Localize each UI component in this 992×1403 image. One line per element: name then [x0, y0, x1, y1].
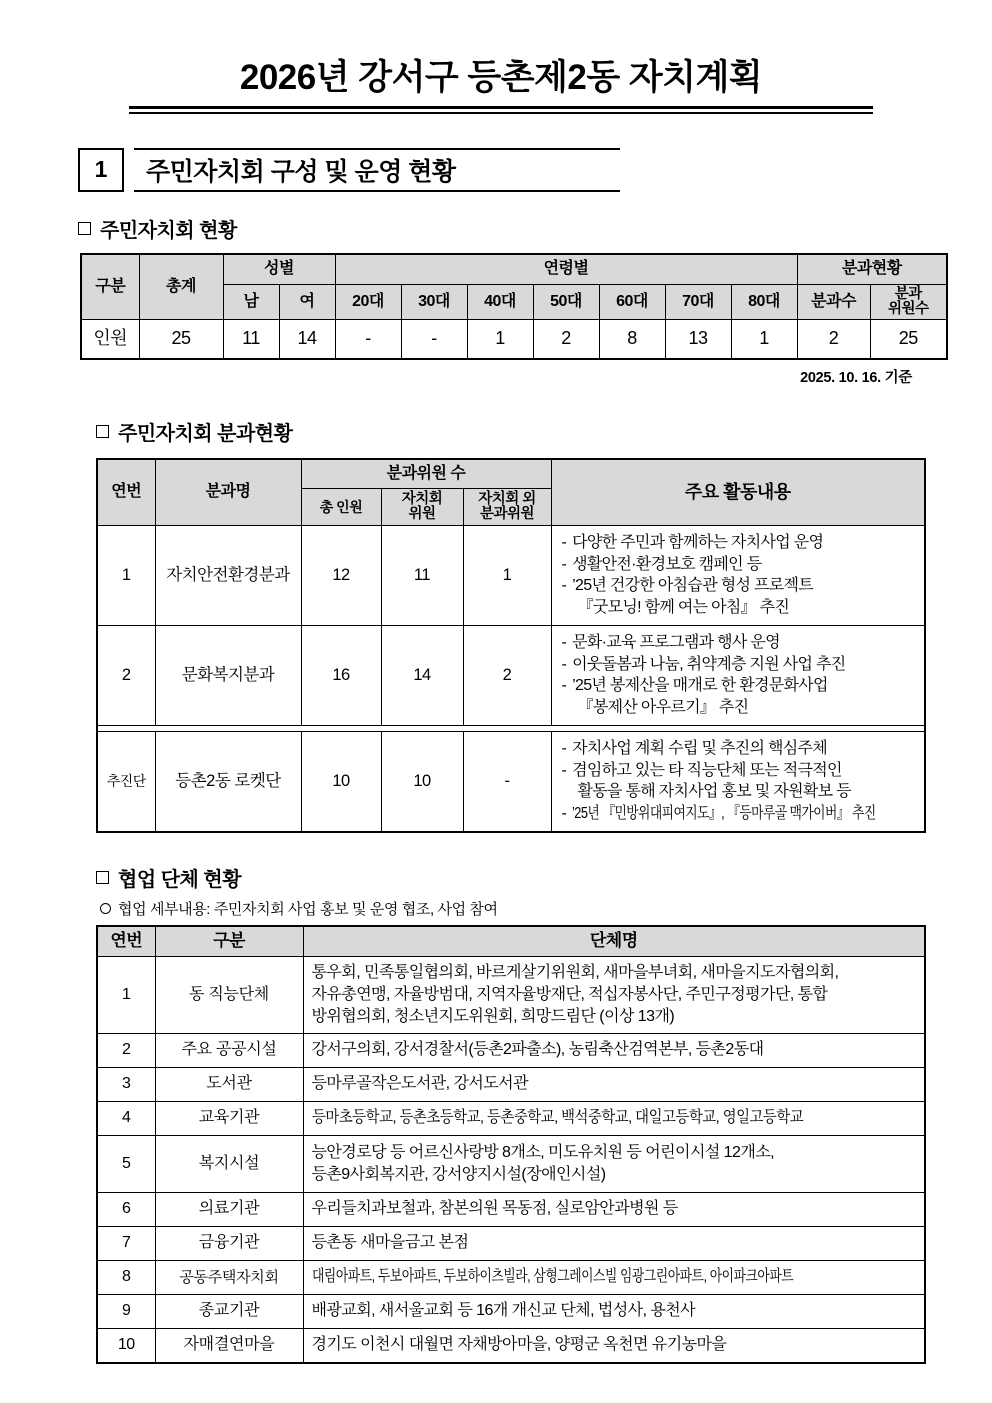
activity-text: 문화·교육 프로그램과 행사 운영	[572, 633, 780, 651]
status-date-note: 2025. 10. 16. 기준	[800, 369, 912, 386]
header-gubun: 구분	[81, 254, 139, 320]
cell-activities	[551, 625, 925, 725]
cell-gubun: 자매결연마을	[155, 1328, 303, 1363]
cell-branch-name: 등촌2동 로켓단	[155, 731, 301, 832]
cell-female: 14	[279, 319, 335, 359]
org-name-line: 배광교회, 새서울교회 등 16개 개신교 단체, 법성사, 용천사	[311, 1302, 696, 1320]
dash-bullet-icon: -	[561, 761, 567, 779]
activity-text: 다양한 주민과 함께하는 자치사업 운영	[572, 533, 824, 551]
dash-bullet-icon: -	[561, 655, 567, 673]
header-total-members: 총 인원	[301, 488, 381, 525]
table-row	[97, 1135, 925, 1192]
cell-org-names	[303, 1033, 925, 1067]
cell-org-names	[303, 1101, 925, 1135]
dash-bullet-icon: -	[561, 577, 567, 595]
cell-total-members: 10	[301, 731, 381, 832]
header-outside-members-line2: 분과위원	[479, 505, 535, 522]
header-outside-members-line1: 자치회 외	[478, 490, 536, 507]
cell-org-names	[303, 956, 925, 1033]
activity-item	[562, 554, 918, 576]
header-branch-members	[870, 284, 947, 319]
cell-age-60: 8	[599, 319, 665, 359]
header-branch-name: 분과명	[155, 459, 301, 526]
cell-gubun: 금융기관	[155, 1226, 303, 1260]
activity-text: 겸임하고 있는 타 직능단체 또는 적극적인	[572, 761, 842, 779]
circle-bullet-icon	[100, 903, 111, 914]
org-name-line: 등마루골작은도서관, 강서도서관	[311, 1075, 528, 1093]
dash-bullet-icon: -	[561, 677, 567, 695]
org-name-line: 통우회, 민족통일협의회, 바르게살기위원회, 새마을부녀회, 새마을지도자협의회,	[311, 964, 839, 982]
header-age-40: 40대	[467, 284, 533, 319]
header-total: 총계	[139, 254, 223, 320]
cell-gubun: 의료기관	[155, 1192, 303, 1226]
cell-gubun: 동 직능단체	[155, 956, 303, 1033]
header-age-20: 20대	[335, 284, 401, 319]
org-name-line: 등촌9사회복지관, 강서양지시설(장애인시설)	[311, 1165, 606, 1183]
table-header-row	[81, 254, 947, 285]
cell-age-50: 2	[533, 319, 599, 359]
cell-org-names	[303, 1192, 925, 1226]
table-row	[97, 1192, 925, 1226]
header-members-group: 분과위원 수	[301, 459, 551, 489]
activity-text: 자치사업 계획 수립 및 추진의 핵심주체	[572, 739, 827, 757]
table-header-row	[97, 459, 925, 489]
section-title: 주민자치회 구성 및 운영 현황	[146, 157, 456, 186]
cell-activities	[551, 731, 925, 832]
cell-no: 9	[97, 1294, 155, 1328]
activity-text: 이웃돌봄과 나눔, 취약계층 지원 사업 추진	[572, 655, 846, 673]
table-row	[97, 625, 925, 725]
cell-no: 추진단	[97, 731, 155, 832]
cell-no: 4	[97, 1101, 155, 1135]
cell-gubun: 주요 공공시설	[155, 1033, 303, 1067]
header-age-70: 70대	[665, 284, 731, 319]
table-header-row	[97, 926, 925, 957]
activity-item	[562, 575, 918, 597]
activity-item	[562, 675, 918, 697]
header-no: 연번	[97, 459, 155, 526]
cell-total-members: 16	[301, 625, 381, 725]
table-row	[97, 956, 925, 1033]
org-name-line: 능안경로당 등 어르신사랑방 8개소, 미도유치원 등 어린이시설 12개소,	[311, 1144, 775, 1161]
header-age-group: 연령별	[335, 254, 797, 285]
cell-age-30: -	[401, 319, 467, 359]
table-row	[97, 1294, 925, 1328]
cell-gubun: 복지시설	[155, 1135, 303, 1192]
cell-outside-members: 2	[463, 625, 551, 725]
activity-item	[562, 760, 918, 782]
cell-no: 1	[97, 956, 155, 1033]
cell-no: 5	[97, 1135, 155, 1192]
header-age-80: 80대	[731, 284, 797, 319]
cell-row-label: 인원	[81, 319, 139, 359]
header-branch-members-line2: 위원수	[888, 300, 929, 317]
cell-org-names	[303, 1294, 925, 1328]
cell-age-20: -	[335, 319, 401, 359]
cell-age-40: 1	[467, 319, 533, 359]
header-male: 남	[223, 284, 279, 319]
header-council-members-line1: 자치회	[401, 490, 443, 507]
header-branch-members-line1: 분과	[894, 285, 922, 302]
cell-council-members: 11	[381, 525, 463, 625]
table-row	[81, 319, 947, 359]
activity-continuation: 『굿모닝! 함께 여는 아침』 추진	[577, 599, 790, 616]
square-bullet-icon	[96, 425, 109, 438]
cell-age-70: 13	[665, 319, 731, 359]
table-row	[97, 1226, 925, 1260]
cell-branch-name: 자치안전환경분과	[155, 525, 301, 625]
org-name-line: 강서구의회, 강서경찰서(등촌2파출소), 농림축산검역본부, 등촌2동대	[311, 1041, 764, 1059]
cell-no: 10	[97, 1328, 155, 1363]
cell-no: 3	[97, 1067, 155, 1101]
section-heading	[78, 148, 924, 192]
activity-text: ’25년 건강한 아침습관 형성 프로젝트	[572, 577, 813, 595]
dash-bullet-icon: -	[561, 555, 567, 573]
cell-branch-count: 2	[797, 319, 870, 359]
branch-heading	[96, 417, 924, 446]
table-row	[97, 1328, 925, 1363]
cooperation-orgs-table	[96, 925, 926, 1364]
header-age-30: 30대	[401, 284, 467, 319]
cell-branch-name: 문화복지분과	[155, 625, 301, 725]
section-number: 1	[78, 148, 124, 192]
cell-male: 11	[223, 319, 279, 359]
cell-org-names	[303, 1328, 925, 1363]
org-name-line: 등마초등학교, 등촌초등학교, 등촌중학교, 백석중학교, 대일고등학교, 영일고등학교	[311, 1109, 803, 1127]
activity-item	[562, 738, 918, 760]
cell-no: 2	[97, 1033, 155, 1067]
activity-item	[562, 632, 918, 654]
cell-activities	[551, 525, 925, 625]
cell-org-names	[303, 1226, 925, 1260]
coop-detail-note-text: 협업 세부내용: 주민자치회 사업 홍보 및 운영 협조, 사업 참여	[118, 900, 498, 918]
header-outside-members	[463, 488, 551, 525]
table-row	[97, 731, 925, 832]
cell-branch-members: 25	[870, 319, 947, 359]
activity-text: 생활안전·환경보호 캠페인 등	[572, 555, 762, 573]
activity-continuation: 『봉제산 아우르기』 추진	[577, 699, 749, 716]
table-row	[97, 1260, 925, 1294]
coop-heading-label: 협업 단체 현황	[118, 868, 242, 891]
cell-council-members: 14	[381, 625, 463, 725]
table-row	[97, 1033, 925, 1067]
activity-item	[562, 654, 918, 676]
cell-org-names	[303, 1260, 925, 1294]
status-heading-label: 주민자치회 현황	[100, 219, 237, 242]
cell-no: 7	[97, 1226, 155, 1260]
cell-council-members: 10	[381, 731, 463, 832]
org-name-line: 우리들치과보철과, 참본의원 목동점, 실로암안과병원 등	[311, 1200, 678, 1218]
title-divider	[129, 106, 873, 114]
cell-org-names	[303, 1135, 925, 1192]
coop-detail-note	[100, 898, 924, 919]
table-row	[97, 1067, 925, 1101]
header-no: 연번	[97, 926, 155, 957]
branch-heading-label: 주민자치회 분과현황	[118, 422, 293, 445]
document-title: 2026년 강서구 등촌제2동 자치계획	[239, 58, 763, 97]
dash-bullet-icon: -	[561, 533, 567, 551]
cell-gubun: 공동주택자치회	[155, 1260, 303, 1294]
cell-gubun: 종교기관	[155, 1294, 303, 1328]
cell-total-members: 12	[301, 525, 381, 625]
header-council-members	[381, 488, 463, 525]
cell-no: 8	[97, 1260, 155, 1294]
cell-age-80: 1	[731, 319, 797, 359]
header-gender-group: 성별	[223, 254, 335, 285]
header-council-members-line2: 위원	[408, 505, 436, 522]
dash-bullet-icon: -	[561, 633, 567, 651]
header-org-name: 단체명	[303, 926, 925, 957]
org-name-line: 대림아파트, 두보아파트, 두보하이츠빌라, 삼형그레이스빌 임광그린아파트, 아이파크아파트	[311, 1268, 793, 1286]
org-name-line: 등촌동 새마을금고 본점	[311, 1234, 469, 1252]
square-bullet-icon	[78, 222, 91, 235]
council-status-table	[80, 253, 948, 360]
dash-bullet-icon: -	[561, 739, 567, 757]
cell-org-names	[303, 1067, 925, 1101]
cell-no: 2	[97, 625, 155, 725]
header-activities: 주요 활동내용	[551, 459, 925, 526]
section-title-box	[134, 148, 620, 192]
activity-text: ’25년 『민방위대피여지도』, 『등마루골 맥가이버』 추진	[572, 805, 876, 822]
cell-outside-members: 1	[463, 525, 551, 625]
dash-bullet-icon: -	[561, 805, 567, 822]
org-name-line: 자유총연맹, 자율방범대, 지역자율방재단, 적십자봉사단, 주민구정평가단, 통합	[311, 985, 828, 1003]
header-branch-count: 분과수	[797, 284, 870, 319]
cell-total: 25	[139, 319, 223, 359]
square-bullet-icon	[96, 871, 109, 884]
header-female: 여	[279, 284, 335, 319]
header-age-60: 60대	[599, 284, 665, 319]
org-name-line: 경기도 이천시 대월면 자채방아마을, 양평군 옥천면 유기농마을	[311, 1336, 727, 1354]
branch-status-table	[96, 458, 926, 833]
org-name-line: 방위협의회, 청소년지도위원회, 희망드림단 (이상 13개)	[311, 1007, 675, 1025]
cell-gubun: 교육기관	[155, 1101, 303, 1135]
activity-item	[562, 532, 918, 554]
table-row	[97, 525, 925, 625]
cell-gubun: 도서관	[155, 1067, 303, 1101]
coop-heading	[96, 863, 924, 892]
cell-no: 6	[97, 1192, 155, 1226]
header-branch-group: 분과현황	[797, 254, 947, 285]
activity-item	[562, 803, 918, 825]
header-age-50: 50대	[533, 284, 599, 319]
cell-no: 1	[97, 525, 155, 625]
table-row	[97, 1101, 925, 1135]
activity-text: ’25년 봉제산을 매개로 한 환경문화사업	[572, 677, 828, 695]
header-gubun: 구분	[155, 926, 303, 957]
activity-continuation: 활동을 통해 자치사업 홍보 및 자원확보 등	[577, 783, 851, 801]
status-heading	[78, 214, 924, 243]
cell-outside-members: -	[463, 731, 551, 832]
